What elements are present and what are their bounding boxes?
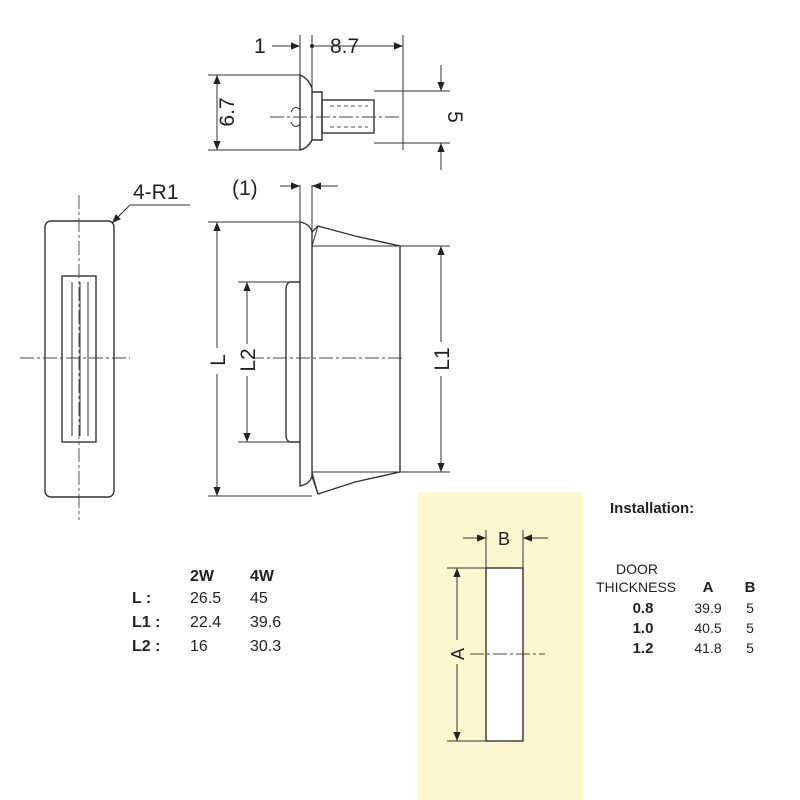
dim-1-label: 1 — [254, 35, 266, 58]
installation-title: Installation: — [610, 500, 695, 517]
thickness-0-8: 0.8 — [632, 600, 654, 617]
col-header-a: A — [702, 579, 714, 596]
dim-B-label: B — [497, 529, 511, 549]
front-view — [20, 195, 190, 520]
b-1-2: 5 — [746, 640, 754, 656]
dim-5-label: 5 — [443, 111, 466, 123]
thickness-label: THICKNESS — [596, 579, 677, 595]
cell-L1-4w: 39.6 — [250, 614, 282, 631]
b-1-0: 5 — [746, 620, 754, 636]
top-side-view — [208, 35, 450, 170]
row-label-L2: L2 : — [132, 638, 161, 655]
col-header-4w: 4W — [250, 568, 274, 585]
dim-L1-label: L1 — [431, 347, 454, 371]
col-header-2w: 2W — [190, 568, 214, 585]
dim-paren-1-label: (1) — [232, 177, 258, 200]
installation-table — [596, 500, 756, 657]
cell-L-4w: 45 — [250, 590, 268, 607]
cell-L1-2w: 22.4 — [190, 614, 222, 631]
col-header-b: B — [744, 579, 756, 596]
dim-8-7-label: 8.7 — [330, 35, 360, 58]
size-table — [132, 568, 281, 655]
dim-A-label: A — [448, 647, 468, 661]
a-1-0: 40.5 — [694, 620, 722, 636]
dim-6-7-label: 6.7 — [216, 97, 239, 127]
dim-L2-label: L2 — [237, 348, 260, 372]
cell-L2-4w: 30.3 — [250, 638, 282, 655]
a-0-8: 39.9 — [694, 600, 722, 616]
b-0-8: 5 — [746, 600, 754, 616]
cell-L-2w: 26.5 — [190, 590, 222, 607]
side-view — [208, 185, 450, 496]
dim-L-label: L — [207, 354, 230, 366]
thickness-1-0: 1.0 — [632, 620, 654, 637]
row-label-L: L : — [132, 590, 152, 607]
a-1-2: 41.8 — [694, 640, 722, 656]
thickness-1-2: 1.2 — [632, 640, 654, 657]
door-label: DOOR — [616, 561, 658, 577]
dim-4r1-label: 4-R1 — [133, 181, 179, 204]
cell-L2-2w: 16 — [190, 638, 208, 655]
row-label-L1: L1 : — [132, 614, 161, 631]
